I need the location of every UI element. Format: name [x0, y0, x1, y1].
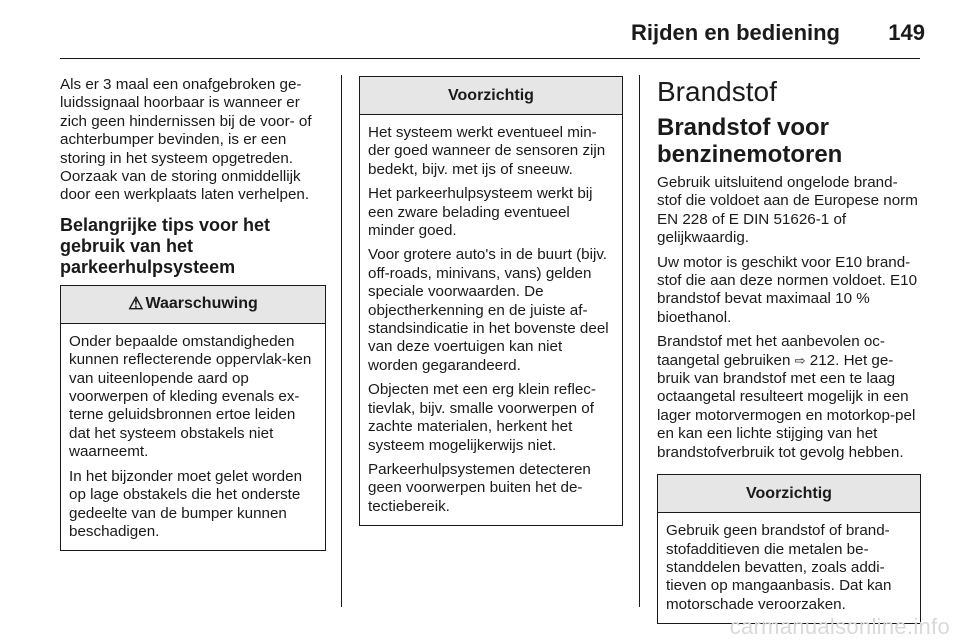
watermark: carmanualsonline.info [729, 614, 950, 639]
caution-box-title: Voorzichtig [746, 484, 832, 502]
caution-box [657, 474, 921, 624]
caution-paragraph: Parkeerhulpsystemen detecteren geen voorwerpen buiten het de-tectiebereik. [368, 460, 591, 515]
caution-box-header [658, 475, 920, 513]
caution-paragraph: Het parkeerhulpsysteem werkt bij een zware belading eventueel minder goed. [368, 185, 593, 240]
caution-box-body [360, 115, 622, 525]
warning-triangle-icon: ⚠ [128, 294, 144, 314]
column-1 [60, 76, 326, 551]
column-2 [359, 76, 623, 526]
fuel-paragraph [657, 333, 921, 462]
octane-text-before: Brandstof met het aanbevolen oc-taangetal gebruiken [657, 333, 885, 369]
warning-box-body [61, 324, 325, 550]
header-rule [60, 58, 920, 59]
warning-paragraph: Onder bepaalde omstandigheden kunnen reflecterende oppervlak-ken van uiteenlopende aard op voorwerpen of kleding evenals ex-terne geluidsbronnen ertoe leiden dat het systeem obstakels niet waarneemt. [69, 332, 312, 461]
caution-box-title: Voorzichtig [448, 86, 534, 104]
caution-paragraph: Gebruik geen brandstof of brand-stofadditieven die metalen be-standdelen bevatten, zoals addi-tieven op mangaanbasis. Dat kan motorschade veroorzaken. [666, 522, 892, 613]
column-divider [341, 75, 342, 607]
column-divider [639, 75, 640, 607]
running-header-title: Rijden en bediening [630, 20, 840, 45]
intro-paragraph: Als er 3 maal een onafgebroken ge-luidssignaal hoorbaar is wanneer er zich geen hindernissen bij de voor- of achterbumper bevinden, is er een storing in het systeem opgetreden. Oorzaak van de storing onmiddellijk door een werkplaats laten verhelpen. [60, 76, 312, 204]
fuel-paragraph: Uw motor is geschikt voor E10 brand-stof die aan deze normen voldoet. E10 brandstof bevat maximaal 10 % bioethanol. [657, 253, 918, 326]
caution-box [359, 76, 623, 526]
column-3 [657, 76, 921, 624]
caution-paragraph: Objecten met een erg klein reflec-tievlak, bijv. smalle voorwerpen of zachte materialen, herkent het systeem mogelijkerwijs niet. [368, 381, 596, 454]
caution-box-body [658, 513, 920, 623]
caution-paragraph: Het systeem werkt eventueel min-der goed wanneer de sensoren zijn bedekt, bijv. met ijs of sneeuw. [368, 124, 606, 178]
warning-box [60, 285, 326, 551]
page-number: 149 [888, 20, 925, 45]
page-reference-link[interactable]: 212 [809, 351, 836, 369]
arrow-reference-icon: ⇨ [794, 352, 806, 368]
warning-box-title: Waarschuwing [145, 295, 258, 313]
fuel-paragraph: Gebruik uitsluitend ongelode brand-stof die voldoet aan de Europese norm EN 228 of E DIN 51626-1 of gelijkwaardig. [657, 174, 918, 247]
section-subheading: Belangrijke tips voor het gebruik van het parkeerhulpsysteem [60, 214, 271, 277]
caution-paragraph: Voor grotere auto's in de buurt (bijv. off-roads, minivans, vans) gelden speciale voorwaarden. De objectherkenning en de juiste af-standsindicatie in het bovenste deel van deze voertuigen kan niet worden gegarandeerd. [368, 246, 609, 374]
warning-paragraph: In het bijzonder moet gelet worden op lage obstakels die het onderste gedeelte van de bumper kunnen beschadigen. [69, 467, 303, 540]
section-subheading: Brandstof voor benzinemotoren [657, 114, 843, 168]
caution-box-header [360, 77, 622, 115]
section-heading: Brandstof [657, 76, 777, 107]
warning-box-header [61, 286, 325, 324]
octane-text-after: . Het ge-bruik van brandstof met een te laag octaangetal resulteert mogelijk in een lager motorvermogen en motorkop-pel en kan een lichte stijging van het brandstofverbruik tot gevolg hebben. [657, 351, 916, 461]
